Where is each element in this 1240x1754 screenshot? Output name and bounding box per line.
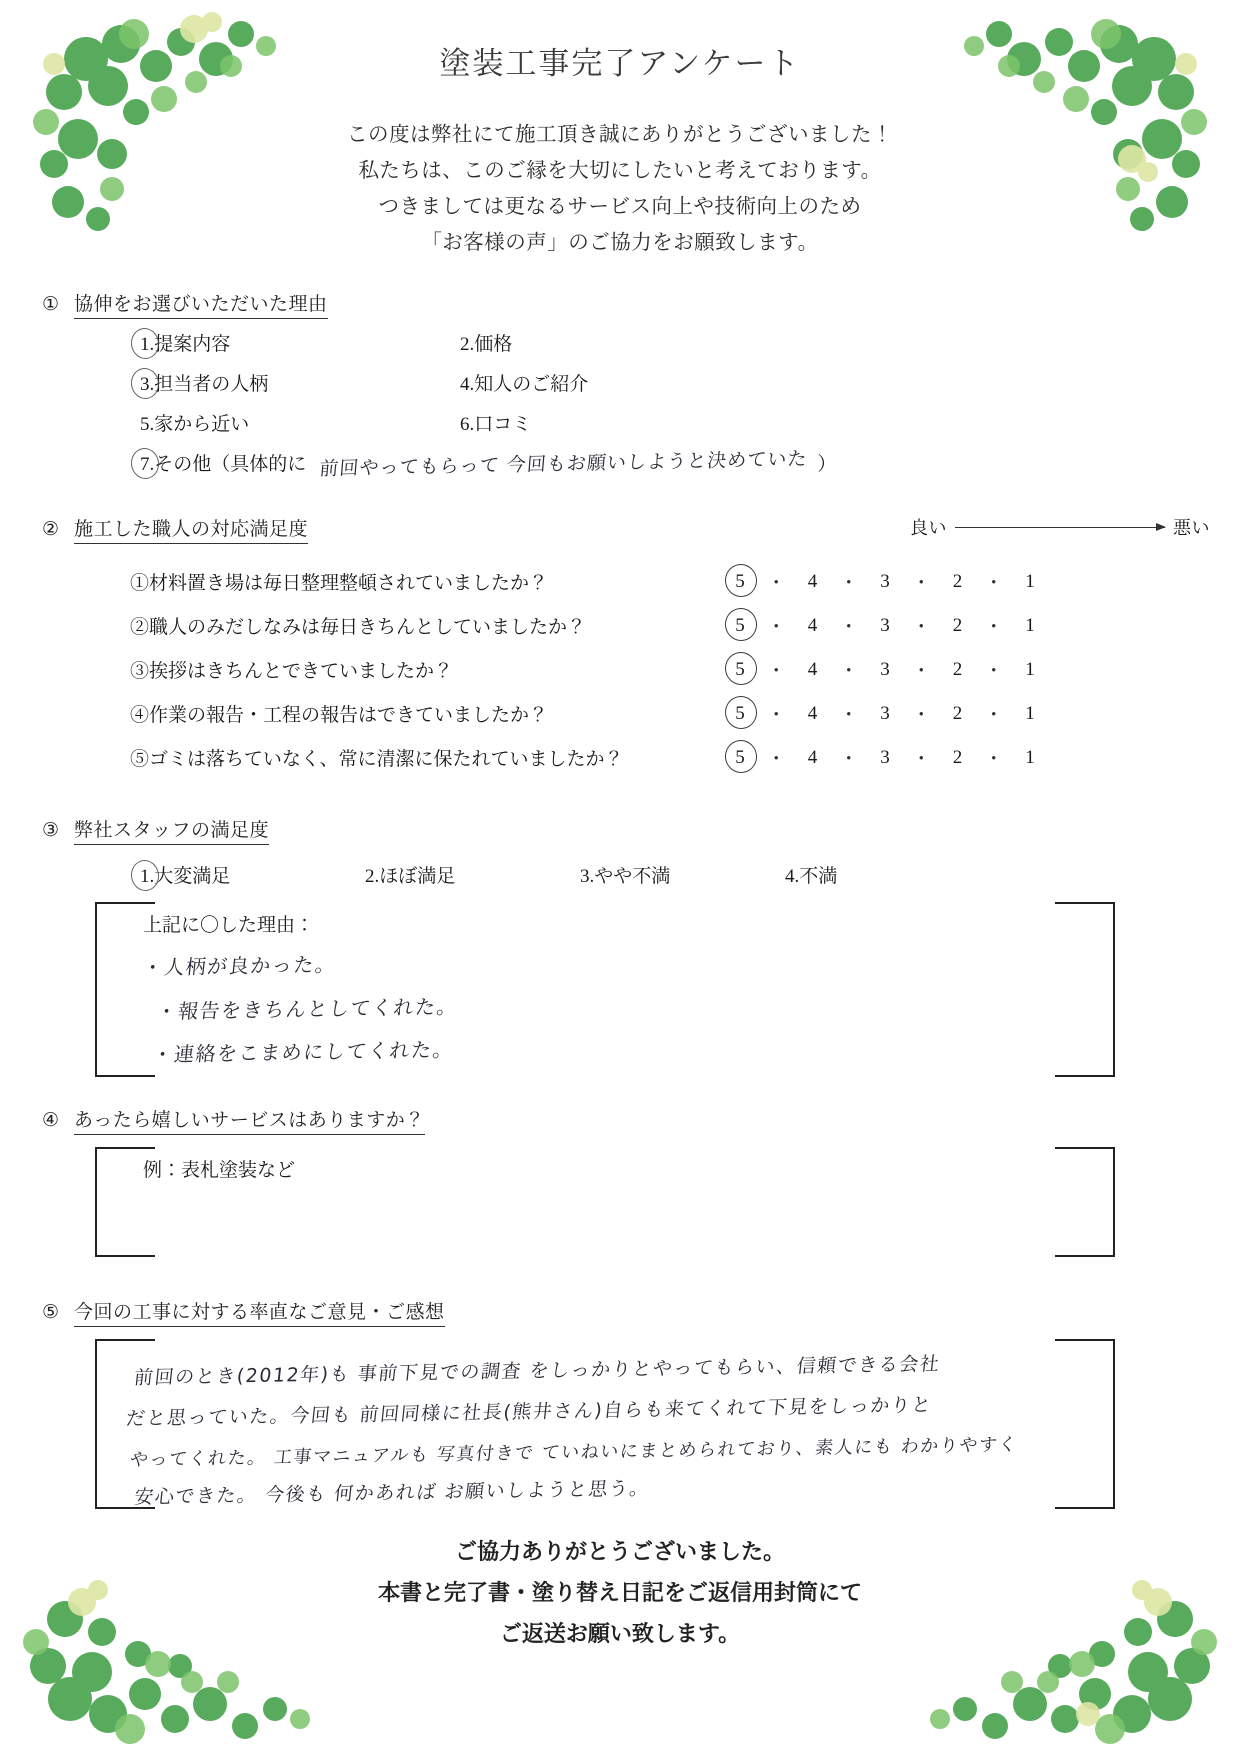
q2-item-3-point-5[interactable]: 5 bbox=[730, 659, 750, 681]
footer-line-1: ご協力ありがとうございました。 bbox=[454, 1539, 785, 1564]
q2-item-2-point-3[interactable]: 3 bbox=[880, 614, 890, 636]
question-3-number: ③ bbox=[42, 820, 60, 841]
q1-other-close-paren: ） bbox=[817, 454, 837, 475]
question-3-title: 弊社スタッフの満足度 bbox=[74, 815, 269, 845]
question-2-items bbox=[0, 568, 1240, 771]
q3-reason-content bbox=[95, 902, 1115, 1082]
q2-item-5-scale[interactable]: 5 ・ 4 ・ 3 ・ 2 ・ 1 bbox=[730, 744, 1040, 771]
q1-option-3[interactable] bbox=[140, 369, 460, 396]
q1-option-5-label: 家から近い bbox=[154, 414, 250, 435]
question-2-section bbox=[0, 514, 1240, 771]
q1-option-4[interactable] bbox=[460, 369, 780, 396]
q2-item-3-text: ③挨拶はきちんとできていましたか？ bbox=[130, 661, 454, 682]
q3-reason-label: 上記に〇した理由： bbox=[143, 915, 315, 936]
q2-item-4 bbox=[0, 700, 1240, 727]
q3-reason-box[interactable] bbox=[95, 902, 1115, 1077]
intro-line-2: 私たちは、このご縁を大切にしたいと考えております。 bbox=[358, 160, 882, 182]
option-row bbox=[140, 409, 780, 436]
question-4-number: ④ bbox=[42, 1110, 60, 1131]
q2-item-2-text: ②職人のみだしなみは毎日きちんとしていましたか？ bbox=[130, 617, 587, 638]
q4-answer-box[interactable] bbox=[95, 1147, 1115, 1257]
q3-option-4-label: 不満 bbox=[799, 866, 838, 887]
q3-option-4[interactable] bbox=[785, 861, 837, 888]
question-1-number: ① bbox=[42, 294, 60, 315]
question-2-number: ② bbox=[42, 519, 60, 540]
q5-answer-line-4: 安心できた。 今後も 何かあれば お願いしようと思う。 bbox=[133, 1477, 652, 1509]
q2-item-1-point-4[interactable]: 4 bbox=[807, 570, 818, 592]
page-title: 塗装工事完了アンケート bbox=[439, 46, 801, 81]
question-3-section bbox=[0, 815, 1240, 1077]
q2-item-5-text: ⑤ゴミは落ちていなく、常に清潔に保たれていましたか？ bbox=[130, 749, 624, 770]
question-1-title: 協伸をお選びいただいた理由 bbox=[74, 289, 328, 319]
question-3-options bbox=[140, 861, 970, 888]
q1-option-7-number: 7. bbox=[140, 454, 155, 475]
q2-item-4-point-4[interactable]: 4 bbox=[807, 702, 818, 724]
q1-option-7-other[interactable] bbox=[140, 447, 837, 481]
footer-line-2: 本書と完了書・塗り替え日記をご返信用封筒にて bbox=[377, 1580, 862, 1605]
q1-other-answer: 前回やってもらって 今回もお願いしようと決めていた bbox=[318, 447, 809, 481]
q3-option-2[interactable] bbox=[365, 861, 580, 888]
q3-option-1-label: 大変満足 bbox=[154, 866, 231, 887]
option-row bbox=[140, 369, 780, 396]
q2-item-5-point-3[interactable]: 3 bbox=[880, 746, 890, 768]
q1-option-2-label: 価格 bbox=[474, 334, 513, 355]
q2-item-1-scale[interactable]: 5 ・ 4 ・ 3 ・ 2 ・ 1 bbox=[730, 568, 1040, 595]
q4-example-label: 例：表札塗装など bbox=[143, 1160, 296, 1181]
question-2-title: 施工した職人の対応満足度 bbox=[74, 514, 308, 544]
q1-option-2-number: 2. bbox=[460, 334, 475, 355]
q2-item-5 bbox=[0, 744, 1240, 771]
q2-item-2-point-1[interactable]: 1 bbox=[1025, 614, 1035, 636]
q2-item-3-point-4[interactable]: 4 bbox=[807, 658, 818, 680]
q1-option-4-number: 4. bbox=[460, 374, 475, 395]
q1-option-2[interactable] bbox=[460, 329, 780, 356]
q2-item-1 bbox=[0, 568, 1240, 595]
q3-reason-line-2: ・報告をきちんとしてくれた。 bbox=[155, 994, 460, 1024]
q3-option-1-number: 1. bbox=[140, 866, 155, 887]
legend-bad-label: 悪い bbox=[1173, 518, 1210, 538]
footer-line-3: ご返送お願い致します。 bbox=[499, 1621, 741, 1646]
q1-option-1[interactable] bbox=[140, 329, 460, 356]
question-1-options bbox=[140, 329, 837, 481]
q2-item-4-scale[interactable]: 5 ・ 4 ・ 3 ・ 2 ・ 1 bbox=[730, 700, 1040, 727]
q1-option-5[interactable] bbox=[140, 409, 460, 436]
q3-option-3-number: 3. bbox=[580, 866, 595, 887]
q2-item-3-point-3[interactable]: 3 bbox=[880, 658, 890, 680]
question-5-number: ⑤ bbox=[42, 1302, 60, 1323]
q5-answer-content bbox=[95, 1339, 1115, 1520]
q2-item-2-point-2[interactable]: 2 bbox=[952, 614, 963, 636]
q2-item-1-text: ①材料置き場は毎日整理整頓されていましたか？ bbox=[130, 573, 549, 594]
q5-answer-box[interactable] bbox=[95, 1339, 1115, 1509]
q2-item-3-scale[interactable]: 5 ・ 4 ・ 3 ・ 2 ・ 1 bbox=[730, 656, 1040, 683]
q2-item-1-point-2[interactable]: 2 bbox=[952, 570, 963, 592]
q2-item-5-point-5[interactable]: 5 bbox=[730, 747, 750, 769]
intro-line-1: この度は弊社にて施工頂き誠にありがとうございました！ bbox=[347, 124, 893, 146]
q1-option-1-label: 提案内容 bbox=[154, 334, 231, 355]
q1-option-6-number: 6. bbox=[460, 414, 475, 435]
option-row bbox=[140, 329, 780, 356]
q2-item-2-point-5[interactable]: 5 bbox=[730, 615, 750, 637]
q4-answer-content bbox=[95, 1147, 1115, 1198]
intro-paragraph bbox=[0, 117, 1240, 261]
question-5-heading bbox=[0, 1297, 1240, 1327]
q5-answer-line-2: だと思っていた。今回も 前回同様に社長(熊井さん)自らも来てくれて下見をしっかりと bbox=[124, 1393, 934, 1431]
q2-item-4-point-3[interactable]: 3 bbox=[880, 702, 890, 724]
footer-message bbox=[0, 1531, 1240, 1654]
q2-item-2 bbox=[0, 612, 1240, 639]
arrow-right-icon bbox=[955, 527, 1165, 528]
q1-option-7-wrap bbox=[140, 449, 306, 476]
q1-option-1-number: 1. bbox=[140, 334, 155, 355]
q2-item-5-point-1[interactable]: 1 bbox=[1025, 746, 1035, 768]
q2-item-1-point-1[interactable]: 1 bbox=[1025, 570, 1035, 592]
q1-option-3-label: 担当者の人柄 bbox=[154, 374, 269, 395]
q5-answer-line-3: やってくれた。 工事マニュアルも 写真付きで ていねいにまとめられており、素人にも わかりやすく bbox=[128, 1434, 1020, 1471]
q1-option-6[interactable] bbox=[460, 409, 780, 436]
intro-line-4: 「お客様の声」のご協力をお願致します。 bbox=[421, 232, 819, 254]
q2-item-4-point-2[interactable]: 2 bbox=[952, 702, 963, 724]
q3-option-3-label: やや不満 bbox=[594, 866, 671, 887]
question-4-title: あったら嬉しいサービスはありますか？ bbox=[74, 1105, 425, 1135]
question-4-section bbox=[0, 1105, 1240, 1257]
question-5-section bbox=[0, 1297, 1240, 1509]
q2-item-5-point-2[interactable]: 2 bbox=[952, 746, 963, 768]
q3-option-4-number: 4. bbox=[785, 866, 800, 887]
q1-option-4-label: 知人のご紹介 bbox=[474, 374, 589, 395]
legend-good-label: 良い bbox=[910, 518, 947, 538]
q3-reason-answers bbox=[143, 943, 1045, 1072]
question-3-heading bbox=[0, 815, 1240, 845]
q3-option-2-number: 2. bbox=[365, 866, 380, 887]
intro-line-3: つきましては更なるサービス向上や技術向上のため bbox=[378, 196, 862, 218]
q2-item-2-point-4[interactable]: 4 bbox=[807, 614, 818, 636]
rating-scale-legend bbox=[910, 514, 1210, 540]
q1-option-7-label: その他（具体的に bbox=[154, 454, 307, 475]
question-4-heading bbox=[0, 1105, 1240, 1135]
q2-item-3-point-1[interactable]: 1 bbox=[1025, 658, 1035, 680]
question-1-section bbox=[0, 289, 1240, 481]
question-1-heading bbox=[0, 289, 1240, 319]
q3-reason-line-1: ・人柄が良かった。 bbox=[141, 952, 338, 980]
q2-item-1-point-5[interactable]: 5 bbox=[730, 571, 750, 593]
q2-item-4-text: ④作業の報告・工程の報告はできていましたか？ bbox=[130, 705, 549, 726]
q2-item-2-scale[interactable]: 5 ・ 4 ・ 3 ・ 2 ・ 1 bbox=[730, 612, 1040, 639]
q2-item-3-point-2[interactable]: 2 bbox=[952, 658, 963, 680]
q2-item-4-point-1[interactable]: 1 bbox=[1025, 702, 1035, 724]
q1-option-5-number: 5. bbox=[140, 414, 155, 435]
q3-option-2-label: ほぼ満足 bbox=[379, 866, 456, 887]
q1-option-3-number: 3. bbox=[140, 374, 155, 395]
q5-answer-line-1: 前回のとき(2012年)も 事前下見での調査 をしっかりとやってもらい、信頼できる会社 bbox=[132, 1352, 942, 1390]
q2-item-3 bbox=[0, 656, 1240, 683]
q2-item-1-point-3[interactable]: 3 bbox=[880, 570, 890, 592]
q2-item-4-point-5[interactable]: 5 bbox=[730, 703, 750, 725]
question-5-title: 今回の工事に対する率直なご意見・ご感想 bbox=[74, 1297, 445, 1327]
q3-reason-line-3: ・連絡をこまめにしてくれた。 bbox=[151, 1037, 456, 1067]
question-2-heading bbox=[0, 514, 1240, 544]
q3-option-1[interactable] bbox=[140, 861, 365, 888]
q1-option-6-label: 口コミ bbox=[474, 414, 532, 435]
q3-option-3[interactable] bbox=[580, 861, 785, 888]
q2-item-5-point-4[interactable]: 4 bbox=[807, 746, 818, 768]
